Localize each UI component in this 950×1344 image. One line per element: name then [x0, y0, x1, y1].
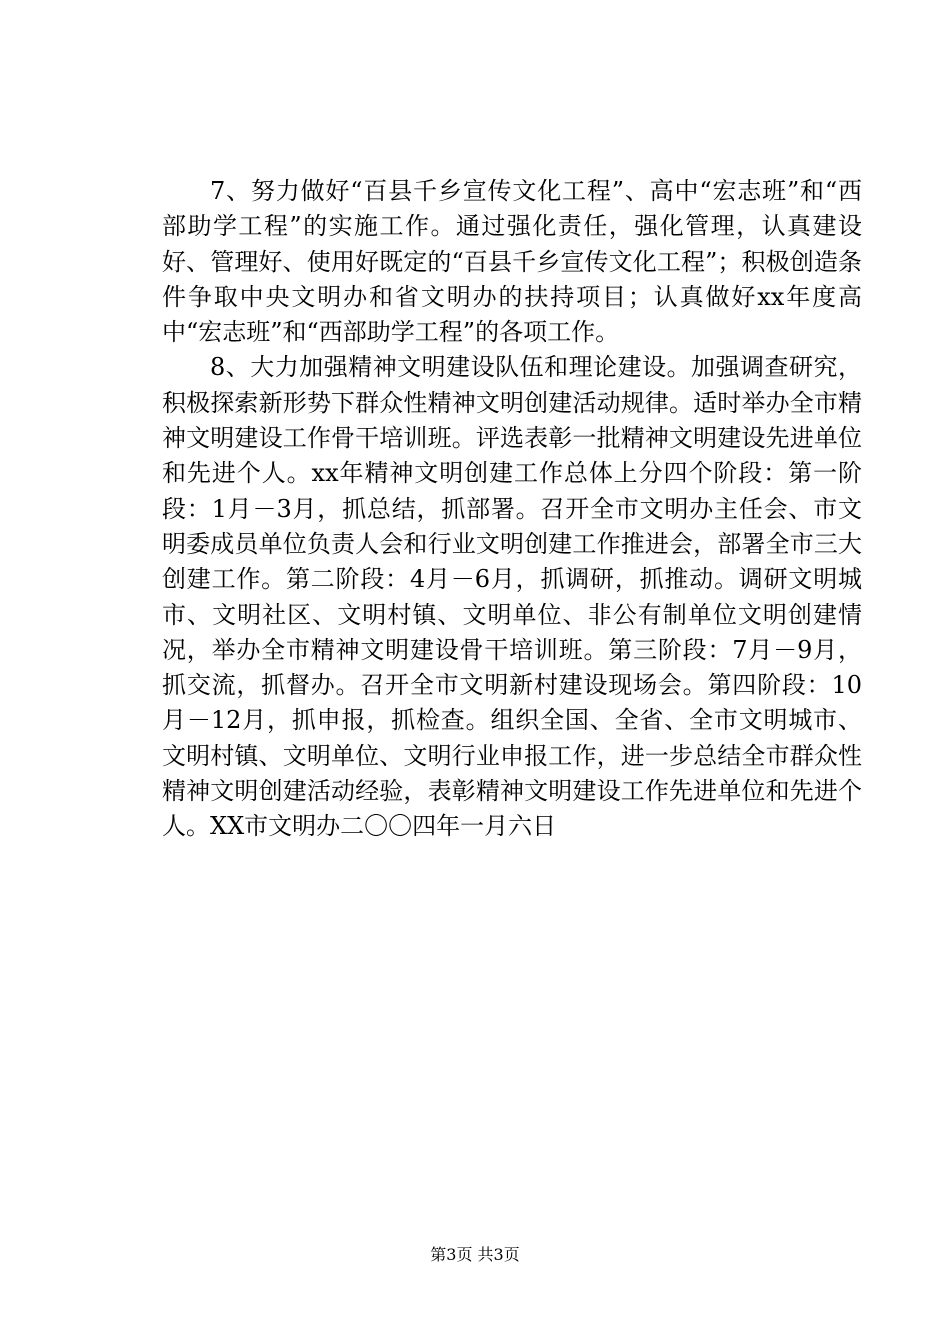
paragraph-item-7: 7、努力做好“百县千乡宣传文化工程”、高中“宏志班”和“西部助学工程”的实施工作。通过强化责任，强化管理，认真建设好、管理好、使用好既定的“百县千乡宣传文化工程”；积极创造条件争取中央文明办和省文明办的扶持项目；认真做好xx年度高中“宏志班”和“西部助学工程”的各项工作。 [162, 177, 862, 347]
paragraph-item-8: 8、大力加强精神文明建设队伍和理论建设。加强调查研究，积极探索新形势下群众性精神文明创建活动规律。适时举办全市精神文明建设工作骨干培训班。评选表彰一批精神文明建设先进单位和先进个人。xx年精神文明创建工作总体上分四个阶段：第一阶段：1月－3月，抓总结，抓部署。召开全市文明办主任会、市文明委成员单位负责人会和行业文明创建工作推进会，部署全市三大创建工作。第二阶段：4月－6月，抓调研，抓推动。调研文明城市、文明社区、文明村镇、文明单位、非公有制单位文明创建情况，举办全市精神文明建设骨干培训班。第三阶段：7月－9月，抓交流，抓督办。召开全市文明新村建设现场会。第四阶段：10月－12月，抓申报，抓检查。组织全国、全省、全市文明城市、文明村镇、文明单位、文明行业申报工作，进一步总结全市群众性精神文明创建活动经验，表彰精神文明建设工作先进单位和先进个人。XX市文明办二〇〇四年一月六日 [162, 353, 862, 841]
page-number-label: 第3页 共3页 [430, 1245, 520, 1264]
document-body [162, 174, 862, 845]
page-footer [0, 1245, 950, 1265]
